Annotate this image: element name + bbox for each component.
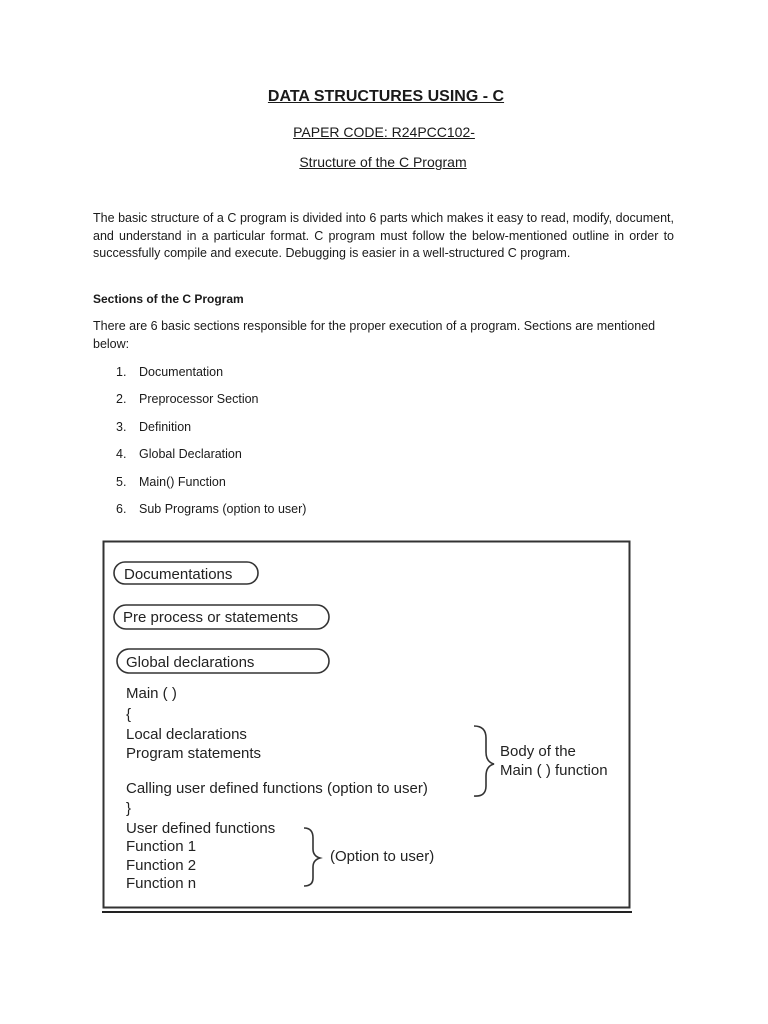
user-defined-functions-line: User defined functions [126,820,276,837]
list-item [93,474,306,501]
list-item [93,446,306,473]
open-brace-line: { [126,706,132,723]
document-title: DATA STRUCTURES USING - C [267,88,505,105]
list-item [93,391,306,418]
list-number: 3. [116,419,127,434]
option-label: (Option to user) [330,848,435,865]
list-number: 5. [116,474,127,489]
main-line: Main ( ) [126,685,177,702]
sections-list [93,364,306,528]
preprocess-label: Pre process or statements [123,609,299,626]
list-number: 4. [116,447,127,462]
body-label-line2: Main ( ) function [500,762,608,779]
list-label: Global Declaration [139,447,242,462]
list-label: Main() Function [139,474,226,489]
calling-functions-line: Calling user defined functions (option to user) [126,780,428,797]
function-1-line: Function 1 [126,838,197,855]
function-n-line: Function n [126,875,197,892]
list-label: Definition [139,419,192,434]
global-declarations-label: Global declarations [126,654,255,671]
list-number: 1. [116,365,127,379]
local-declarations-line: Local declarations [126,726,247,743]
list-number: 2. [116,392,127,407]
paper-code: PAPER CODE: R24PCC102- [293,124,475,140]
program-statements-line: Program statements [126,745,262,762]
sections-intro-paragraph: There are 6 basic sections responsible for the proper execution of a program. Sections are mentioned below: [93,319,656,351]
body-label-line1: Body of the [500,743,576,760]
intro-paragraph: The basic structure of a C program is divided into 6 parts which makes it easy to read, modify, document, and understand in a particular format. C program must follow the below-mentioned outline in order to successfully compile and execute. Debugging is easier in a well-structured C program. [93,211,674,261]
close-brace-line: } [126,800,132,817]
section-title: Structure of the C Program [299,154,467,170]
sections-heading: Sections of the C Program [93,292,244,306]
list-item [93,501,306,528]
list-label: Sub Programs (option to user) [139,501,307,516]
list-item [93,364,306,391]
function-2-line: Function 2 [126,857,197,874]
list-label: Documentation [139,365,224,379]
documentations-label: Documentations [124,566,233,583]
list-item [93,419,306,446]
list-label: Preprocessor Section [139,392,259,407]
c-program-structure-diagram [102,540,632,914]
list-number: 6. [116,501,127,516]
